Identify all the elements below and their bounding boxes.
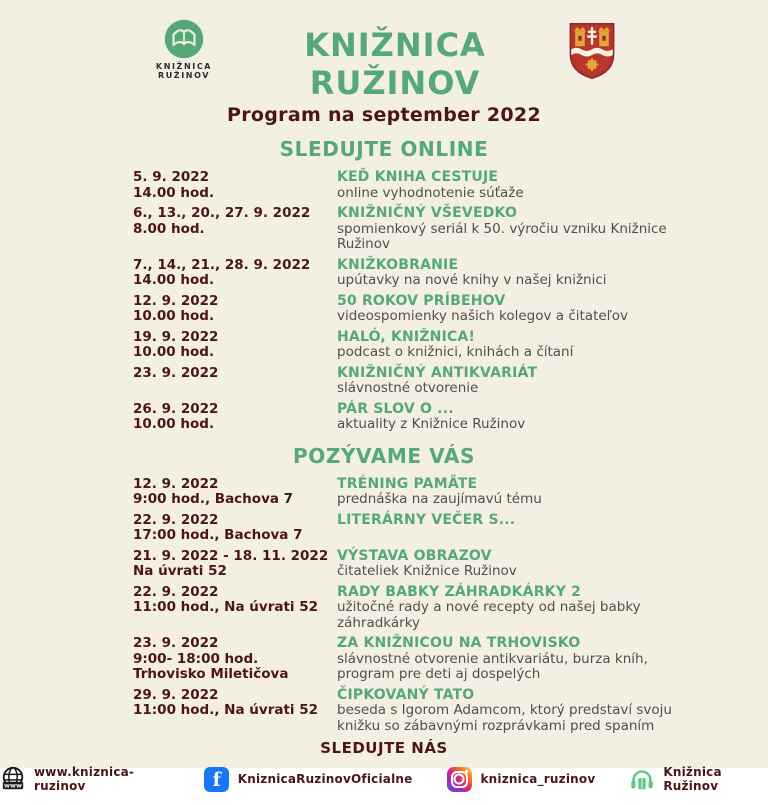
event-info: [337, 688, 682, 735]
event-when: [133, 206, 337, 253]
event-info: [337, 549, 682, 580]
event-description: užitočné rady a nové recepty od našej babky záhradkárky: [337, 599, 641, 631]
event-date: 22. 9. 2022: [133, 583, 219, 600]
instagram-icon: [446, 766, 472, 792]
event-when: [133, 366, 337, 397]
event-when: [133, 294, 337, 325]
event-info: [337, 330, 682, 361]
event-row: [133, 688, 682, 735]
event-description: slávnostné otvorenie antikvariátu, burza kníh, program pre deti aj dospelých: [337, 650, 648, 682]
event-info: [337, 402, 682, 433]
social-link-label: kniznica_ruzinov: [480, 772, 596, 786]
audiobook-icon: [629, 766, 655, 792]
header: [0, 14, 768, 102]
social-link-label: KniznicaRuzinovOficialne: [237, 772, 413, 786]
event-date: 26. 9. 2022: [133, 400, 219, 417]
event-info: [337, 170, 682, 201]
footer: [0, 739, 768, 805]
program-sections: [0, 126, 768, 739]
event-date: 7., 14., 21., 28. 9. 2022: [133, 256, 311, 273]
event-title: RADY BABKY ZÁHRADKÁRKY 2: [337, 583, 582, 600]
section-heading: SLEDUJTE ONLINE: [279, 137, 489, 161]
social-link: [204, 766, 413, 792]
event-when: [133, 402, 337, 433]
event-date: 29. 9. 2022: [133, 686, 219, 703]
event-time-place: 10.00 hod.: [133, 416, 215, 432]
page-title: KNIŽNICA RUŽINOV: [304, 26, 486, 102]
event-description: beseda s Igorom Adamcom, ktorý predstaví svoju knižku so zábavnými rozprávkami pred spaním: [337, 702, 672, 734]
social-link: [629, 765, 768, 793]
event-date: 23. 9. 2022: [133, 364, 219, 381]
event-when: [133, 585, 337, 632]
event-row: [133, 258, 682, 289]
event-title: TRÉNING PAMÄTE: [337, 475, 478, 492]
event-list: [133, 477, 682, 735]
social-link-label: Knižnica Ružinov: [663, 765, 722, 793]
event-row: [133, 402, 682, 433]
event-row: [133, 294, 682, 325]
globe-icon: [0, 766, 26, 792]
event-info: [337, 258, 682, 289]
event-title: PÁR SLOV O ...: [337, 400, 454, 417]
event-row: [133, 585, 682, 632]
program-subtitle: Program na september 2022: [227, 104, 541, 126]
event-title: KNIŽNIČNÝ ANTIKVARIÁT: [337, 364, 538, 381]
event-title: 50 ROKOV PRÍBEHOV: [337, 292, 506, 309]
event-title: KNIŽNIČNÝ VŠEVEDKO: [337, 205, 518, 221]
event-time-place: Na úvrati 52: [133, 563, 227, 579]
event-when: [133, 258, 337, 289]
library-logo-icon: [163, 18, 205, 60]
event-date: 19. 9. 2022: [133, 328, 219, 345]
event-title: ČIPKOVANÝ TATO: [337, 686, 475, 703]
event-title: LITERÁRNY VEČER S...: [337, 511, 516, 528]
event-row: [133, 330, 682, 361]
event-info: [337, 636, 682, 683]
event-info: [337, 366, 682, 397]
event-date: 5. 9. 2022: [133, 169, 210, 185]
event-date: 6., 13., 20., 27. 9. 2022: [133, 205, 311, 221]
event-when: [133, 549, 337, 580]
event-when: [133, 170, 337, 201]
event-info: [337, 513, 682, 544]
social-link-label: www.kniznica-ruzinov: [34, 765, 135, 793]
event-title: HALÓ, KNIŽNICA!: [337, 328, 476, 345]
event-description: čitateliek Knižnice Ružinov: [337, 563, 517, 579]
event-title: ZA KNIŽNICOU NA TRHOVISKO: [337, 635, 581, 651]
event-row: [133, 636, 682, 683]
event-when: [133, 513, 337, 544]
event-time-place: 9:00 hod., Bachova 7: [133, 491, 294, 507]
facebook-icon: f: [204, 766, 230, 792]
event-when: [133, 688, 337, 735]
event-description: prednáška na zaujímavú tému: [337, 491, 542, 507]
event-time-place: 14.00 hod.: [133, 184, 215, 201]
social-link: [446, 766, 595, 792]
event-title: KNIŽKOBRANIE: [337, 256, 459, 273]
event-time-place: 17:00 hod., Bachova 7: [133, 527, 303, 543]
event-date: 12. 9. 2022: [133, 475, 219, 492]
event-row: [133, 206, 682, 253]
event-list: [133, 170, 682, 433]
event-row: [133, 513, 682, 544]
event-when: [133, 330, 337, 361]
event-row: [133, 366, 682, 397]
event-time-place: 9:00- 18:00 hod.: [133, 650, 259, 667]
event-description: slávnostné otvorenie: [337, 380, 479, 396]
ruzinov-coat-of-arms-icon: [568, 18, 618, 80]
event-time-place: 11:00 hod., Na úvrati 52: [133, 702, 319, 718]
event-date: 22. 9. 2022: [133, 511, 219, 528]
event-info: [337, 477, 682, 508]
library-logo: [146, 18, 222, 80]
social-links: [0, 765, 768, 793]
event-row: [133, 477, 682, 508]
section-heading: POZÝVAME VÁS: [293, 443, 475, 468]
follow-us-heading: SLEDUJTE NÁS: [320, 739, 448, 757]
event-description: upútavky na nové knihy v našej knižnici: [337, 272, 607, 288]
event-title: VÝSTAVA OBRAZOV: [337, 547, 492, 564]
event-info: [337, 206, 682, 253]
event-time-place: Trhovisko Miletičova: [133, 666, 289, 682]
logo-text-line1: KNIŽNICA: [155, 62, 213, 71]
event-time-place: 11:00 hod., Na úvrati 52: [133, 599, 319, 615]
event-description: aktuality z Knižnice Ružinov: [337, 416, 526, 432]
event-date: 23. 9. 2022: [133, 635, 219, 651]
event-date: 12. 9. 2022: [133, 292, 219, 309]
event-description: spomienkový seriál k 50. výročiu vzniku Knižnice Ružinov: [337, 220, 667, 252]
event-info: [337, 294, 682, 325]
event-time-place: 14.00 hod.: [133, 272, 215, 288]
event-when: [133, 636, 337, 683]
event-time-place: 8.00 hod.: [133, 220, 205, 237]
event-info: [337, 585, 682, 632]
event-time-place: 10.00 hod.: [133, 308, 215, 324]
event-date: 21. 9. 2022 - 18. 11. 2022: [133, 547, 329, 564]
event-time-place: 10.00 hod.: [133, 344, 215, 360]
event-description: online vyhodnotenie súťaže: [337, 184, 524, 201]
event-title: KEĎ KNIHA CESTUJE: [337, 169, 499, 185]
event-when: [133, 477, 337, 508]
social-link: [0, 765, 170, 793]
event-description: podcast o knižnici, knihách a čítaní: [337, 344, 574, 360]
event-row: [133, 549, 682, 580]
logo-text-line2: RUŽINOV: [157, 71, 211, 80]
event-row: [133, 170, 682, 201]
event-description: videospomienky našich kolegov a čitateľov: [337, 308, 628, 324]
svg-text:www: www: [3, 781, 23, 790]
